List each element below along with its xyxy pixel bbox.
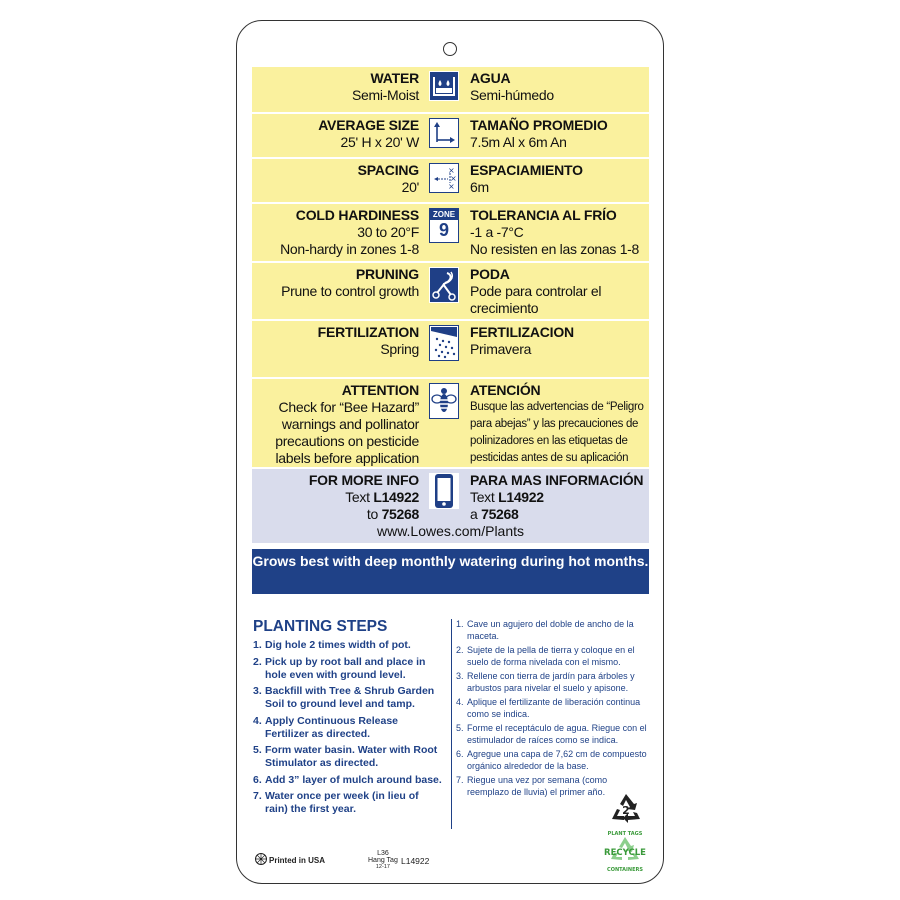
zone-icon [429, 208, 459, 243]
espaciamiento-value: 6m [470, 179, 489, 195]
list-item: 6. Agregue una capa de 7,62 cm de compuesto orgánico alrededor de la base. [456, 749, 647, 771]
list-item: 3. Rellene con tierra de jardín para árboles y arbustos para nivelar el suelo y apisone. [456, 671, 635, 693]
espaciamiento-title: ESPACIAMIENTO [470, 162, 583, 178]
website-url: www.Lowes.com/Plants [376, 523, 525, 539]
care-row-cold [252, 204, 649, 263]
list-item: 5. Form water basin. Water with Root Stimulator as directed. [253, 744, 438, 769]
more-info-section: FOR MORE INFO Text L14922 to 75268 PARA MAS INFORMACIÓN Text L14922 a 75268 www.Lowes.com/Plants [252, 469, 649, 546]
svg-text:×: × [448, 166, 455, 175]
sku-code: L14922 [401, 856, 430, 866]
attention-line-2: warnings and pollinator [281, 416, 419, 432]
recycle-number: 2 [622, 804, 630, 817]
care-table [252, 67, 649, 546]
pruning-title: PRUNING [355, 266, 419, 282]
size-arrows-icon [429, 118, 459, 148]
mas-info-title: PARA MAS INFORMACIÓN [470, 472, 644, 488]
globe-icon [255, 853, 267, 865]
care-row-pruning [252, 263, 649, 321]
bee-icon [429, 383, 459, 419]
fertilizer-icon [429, 325, 459, 361]
attention-line-1: Check for “Bee Hazard” [278, 399, 419, 415]
list-item: 1. Cave un agujero del doble de ancho de la maceta. [456, 619, 634, 641]
pruning-value: Prune to control growth [281, 283, 419, 299]
poda-value-2: crecimiento [470, 300, 539, 316]
list-item: 7. Riegue una vez por semana (como reemplazo de lluvia) el primer año. [456, 775, 608, 797]
column-divider [451, 619, 452, 829]
cold-value-2: Non-hardy in zones 1-8 [280, 241, 419, 257]
water-title: WATER [370, 70, 419, 86]
care-row-attention [252, 379, 649, 469]
atencion-line-3: polinizadores en las etiquetas de [470, 435, 628, 447]
care-row-size [252, 114, 649, 159]
list-item: 4. Aplique el fertilizante de liberación continua como se indica. [456, 697, 641, 719]
list-item: 4. Apply Continuous Release Fertilizer as directed. [253, 714, 399, 740]
atencion-line-4: pesticidas antes de su aplicación [470, 452, 629, 464]
care-row-water [252, 67, 649, 114]
planting-steps-english [253, 639, 443, 820]
recycle-bottom-text: CONTAINERS [607, 867, 643, 873]
size-title: AVERAGE SIZE [318, 117, 419, 133]
tamano-value: 7.5m Al x 6m An [470, 134, 567, 150]
cold-title: COLD HARDINESS [295, 207, 419, 223]
fertilization-value: Spring [380, 341, 419, 357]
zone-label: ZONE [430, 209, 458, 220]
fertilization-title: FERTILIZATION [317, 324, 419, 340]
water-icon [429, 71, 459, 101]
svg-text:×: × [448, 182, 455, 191]
svg-text:×: × [450, 174, 457, 183]
list-item: 1. Dig hole 2 times width of pot. [253, 639, 411, 651]
attention-title: ATTENTION [341, 382, 419, 398]
agua-value: Semi-húmedo [470, 87, 554, 103]
smartphone-icon [429, 473, 459, 509]
frio-value-1: -1 a -7°C [470, 224, 524, 240]
printed-in-usa: Printed in USA [269, 856, 326, 865]
atencion-line-1: Busque las advertencias de “Peligro [470, 401, 644, 413]
poda-title: PODA [470, 266, 510, 282]
tamano-title: TAMAÑO PROMEDIO [470, 117, 608, 133]
care-row-fertilization [252, 321, 649, 379]
atencion-title: ATENCIÓN [470, 382, 541, 398]
spacing-value: 20' [401, 179, 419, 195]
planting-steps-spanish [456, 619, 648, 801]
water-value: Semi-Moist [351, 87, 419, 103]
zone-number: 9 [438, 220, 449, 240]
frio-value-2: No resisten en las zonas 1-8 [470, 241, 640, 257]
list-item: 5. Forme el receptáculo de agua. Riegue con el estimulador de raíces como se indica. [456, 723, 647, 745]
text-number: 75268 [381, 506, 419, 522]
texto-code: L14922 [498, 489, 544, 505]
list-item: 2. Sujete de la pella de tierra y coloque en el suelo de forma nivelada con el mismo. [456, 645, 635, 667]
list-item: 7. Water once per week (in lieu of rain) the first year. [253, 790, 419, 815]
hang-tag-code: L36 Hang Tag 12-17 [368, 850, 398, 870]
size-value: 25' H x 20' W [340, 134, 419, 150]
list-item: 6. Add 3” layer of mulch around base. [253, 773, 442, 786]
list-item: 3. Backfill with Tree & Shrub Garden Soil to ground level and tamp. [253, 685, 435, 710]
attention-line-4: labels before application [275, 450, 419, 466]
list-item: 2. Pick up by root ball and place in hole even with ground level. [253, 655, 426, 681]
frio-title: TOLERANCIA AL FRÍO [470, 207, 617, 223]
recycle-badge [600, 827, 650, 877]
spacing-icon [429, 163, 459, 193]
cold-value-1: 30 to 20°F [357, 224, 419, 240]
fertilizacion-title: FERTILIZACION [470, 324, 574, 340]
spacing-title: SPACING [357, 162, 419, 178]
poda-value-1: Pode para controlar el [470, 283, 602, 299]
hang-hole [443, 42, 457, 56]
watering-banner: Grows best with deep monthly watering during hot months. [252, 549, 649, 594]
texto-number: 75268 [481, 506, 519, 522]
care-row-spacing [252, 159, 649, 204]
footer [255, 847, 485, 873]
pruning-shears-icon [429, 267, 459, 303]
text-code: L14922 [373, 489, 419, 505]
plant-tag [236, 20, 664, 884]
recycle-2-icon [609, 791, 643, 825]
more-info-title: FOR MORE INFO [308, 472, 419, 488]
recycle-main-text: RECYCLE [604, 848, 646, 858]
fertilizacion-value: Primavera [470, 341, 532, 357]
planting-steps-title: PLANTING STEPS [253, 618, 388, 635]
atencion-line-2: para abejas” y las precauciones de [470, 418, 639, 430]
attention-line-3: precautions on pesticide [275, 433, 419, 449]
recycle-top-text: PLANT TAGS [607, 831, 643, 837]
agua-title: AGUA [470, 70, 511, 86]
